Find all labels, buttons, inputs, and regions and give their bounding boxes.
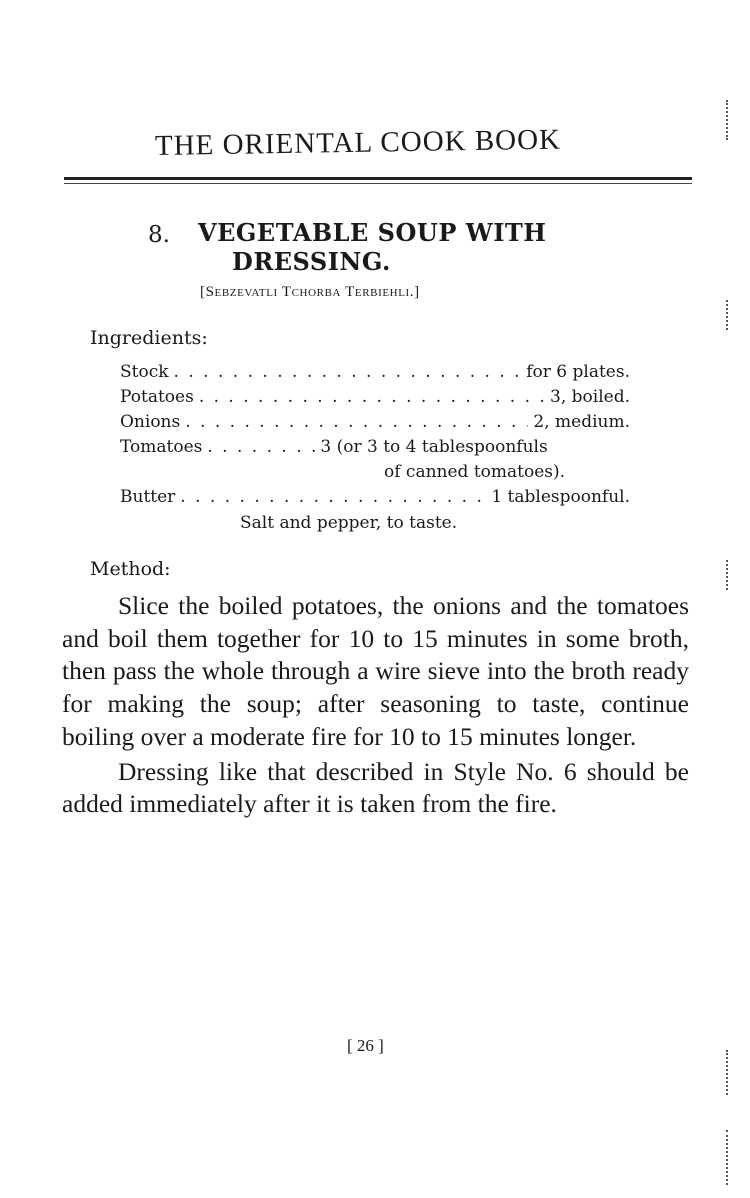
ingredient-quantity: 1 tablespoonful.: [491, 487, 630, 507]
page-edge-mark: [726, 560, 730, 590]
ingredient-row: [120, 435, 630, 460]
ingredient-quantity: 3, boiled.: [550, 387, 630, 407]
dot-leader: [180, 485, 486, 510]
dot-leader: [174, 360, 522, 385]
method-text: [62, 590, 689, 823]
ingredient-quantity: for 6 plates.: [526, 362, 630, 382]
recipe-title-line-1: VEGETABLE SOUP WITH: [198, 218, 547, 247]
running-title: THE ORIENTAL COOK BOOK: [154, 123, 562, 162]
ingredient-row: [120, 485, 630, 510]
method-paragraph: Slice the boiled potatoes, the onions and the tomatoes and boil them together for 10 to 15 minutes in some broth, then pass the whole through a wire sieve into the broth ready for making the soup; after seasoning to taste, continue boiling over a moderate fire for 10 to 15 minutes longer.: [62, 591, 689, 751]
ingredient-quantity: 3 (or 3 to 4 tablespoonfuls: [320, 437, 548, 457]
ingredient-name: Stock: [120, 362, 169, 382]
seasoning-line: Salt and pepper, to taste.: [240, 513, 458, 533]
header-rule-thin: [64, 183, 692, 184]
dot-leader: [207, 435, 315, 460]
ingredient-name: Onions: [120, 412, 181, 432]
recipe-native-name: [Sebzevatli Tchorba Terbiehli.]: [200, 284, 420, 300]
ingredients-list: [120, 360, 630, 510]
recipe-title-line-2: DRESSING.: [232, 247, 391, 276]
ingredient-row: [120, 360, 630, 385]
page-edge-mark: [726, 300, 730, 330]
ingredient-row: [120, 410, 630, 435]
page-number: [ 26 ]: [347, 1036, 384, 1055]
ingredient-quantity-continued: of canned tomatoes).: [384, 462, 566, 482]
dot-leader: [185, 410, 528, 435]
ingredient-name: Potatoes: [120, 387, 194, 407]
ingredients-heading: Ingredients:: [90, 327, 208, 349]
header-rule-thick: [64, 177, 692, 180]
dot-leader: [199, 385, 545, 410]
page-edge-mark: [726, 100, 730, 140]
page-edge-mark: [726, 1050, 730, 1095]
ingredient-quantity: 2, medium.: [533, 412, 630, 432]
recipe-number: 8.: [148, 222, 170, 248]
ingredient-row: [120, 385, 630, 410]
method-heading: Method:: [90, 558, 171, 580]
ingredient-name: Butter: [120, 487, 176, 507]
ingredient-name: Tomatoes: [120, 437, 203, 457]
method-paragraph: Dressing like that described in Style No. 6 should be added immediately after it is taken from the fire.: [62, 756, 689, 819]
page-edge-mark: [726, 1130, 730, 1185]
